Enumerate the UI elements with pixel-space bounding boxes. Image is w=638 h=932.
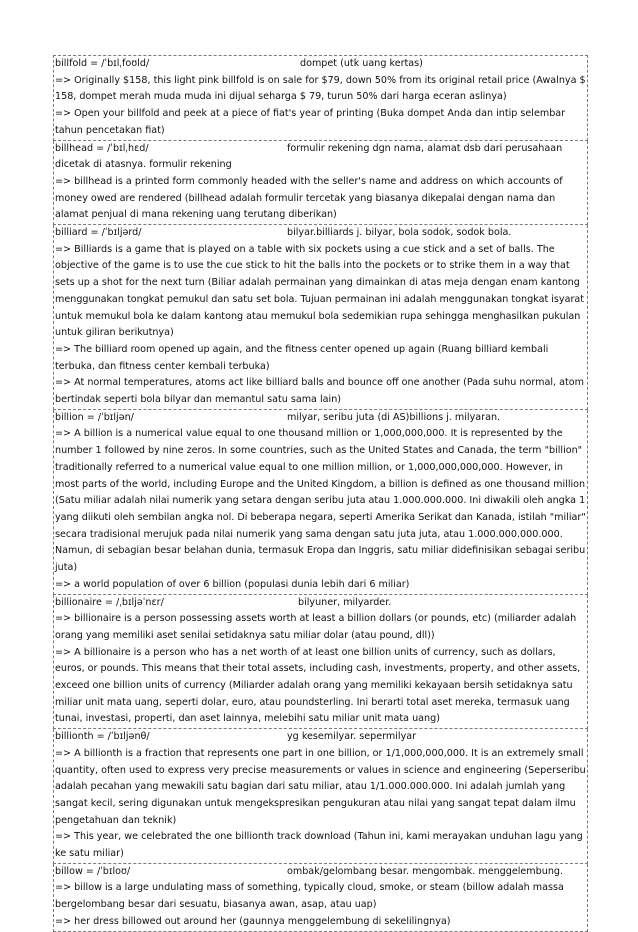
entry-gloss: bilyar.billiards j. bilyar, bola sodok, sodok bola. <box>287 227 512 239</box>
entry-term: billionth = /ˈbɪljənθ/ <box>55 731 150 743</box>
entry-headword-line <box>55 225 586 242</box>
dictionary-entry <box>53 595 588 730</box>
example-sentence: => A billion is a numerical value equal to one thousand million or 1,000,000,000. It is represented by the number 1 followed by nine zeros. In some countries, such as the United States and Canada, the term "billion" traditionally referred to a numerical value equal to one million million, or 1,000,000,000,000. However, in most parts of the world, including Europe and the United Kingdom, a billion is defined as one thousand million (Satu miliar adalah nilai numerik yang setara dengan seribu juta atau 1.000.000.000. Ini diwakili oleh angka 1 yang diikuti oleh sembilan angka nol. Di beberapa negara, seperti Amerika Serikat dan Kanada, istilah "miliar" secara tradisional merujuk pada nilai numerik yang sama dengan satu juta juta, atau 1.000.000.000.000. Namun, di sebagian besar belahan dunia, termasuk Eropa dan Inggris, satu miliar didefinisikan sebagai seribu juta) <box>55 428 586 574</box>
entry-gloss: yg kesemilyar. sepermilyar <box>287 731 417 743</box>
entry-list <box>53 55 588 932</box>
example-sentence: => This year, we celebrated the one billionth track download (Tahun ini, kami merayakan unduhan lagu yang ke satu miliar) <box>55 831 583 860</box>
entry-headword-line <box>55 56 586 73</box>
example-sentence: => Open your billfold and peek at a piece of fiat's year of printing (Buka dompet Anda dan intip selembar tahun pencetakan fiat) <box>55 108 566 136</box>
entry-gloss: milyar, seribu juta (di AS)billions j. milyaran. <box>287 411 501 423</box>
dictionary-entry <box>53 141 588 226</box>
example-sentence: => Originally $158, this light pink billfold is on sale for $79, down 50% from its original retail price (Awalnya $ 158, dompet merah muda muda ini dijual seharga $ 79, turun 50% dari harga eceran aslinya) <box>55 74 586 103</box>
example-sentence: => billhead is a printed form commonly headed with the seller's name and address on which accounts of money owed are rendered (billhead adalah formulir tercetak yang biasanya dikepalai dengan nama dan alamat penjual di mana rekening uang terutang diberikan) <box>55 175 563 221</box>
example-sentence: => billionaire is a person possessing assets worth at least a billion dollars (or pounds, etc) (miliarder adalah orang yang memiliki aset senilai setidaknya satu miliar dolar (atau pound, dll)) <box>55 613 577 641</box>
entry-term: billhead = /ˈbɪlˌhɛd/ <box>55 142 149 154</box>
example-sentence: => billow is a large undulating mass of something, typically cloud, smoke, or steam (billow adalah massa bergelombang besar dari sesuatu, biasanya awan, asap, atau uap) <box>55 882 564 911</box>
dictionary-entry <box>53 225 588 410</box>
dictionary-entry <box>53 410 588 595</box>
entry-gloss: bilyuner, milyarder. <box>298 596 392 608</box>
entry-term: billiard = /ˈbɪljərd/ <box>55 227 142 239</box>
dictionary-page <box>53 55 588 932</box>
entry-headword-line <box>55 410 586 427</box>
entry-term: billfold = /ˈbɪlˌfoʊld/ <box>55 58 150 69</box>
dictionary-entry <box>53 864 588 932</box>
example-sentence: => her dress billowed out around her (gaunnya menggelembung di sekelilingnya) <box>55 915 451 927</box>
example-sentence: => The billiard room opened up again, and the fitness center opened up again (Ruang billiard kembali terbuka, dan fitness center kembali terbuka) <box>55 343 549 372</box>
example-sentence: => At normal temperatures, atoms act like billiard balls and bounce off one another (Pada suhu normal, atom bertindak seperti bola bilyar dan memantul satu sama lain) <box>55 377 584 406</box>
entry-headword-line <box>55 729 586 746</box>
example-sentence: => A billionth is a fraction that represents one part in one billion, or 1/1,000,000,000. It is an extremely small quantity, often used to express very precise measurements or values in science and engineering (Seperseribu adalah pecahan yang mewakili satu bagian dari satu miliar, atau 1/1.000.000.000. Ini adalah jumlah yang sangat kecil, sering digunakan untuk mengekspresikan pengukuran atau nilai yang sangat tepat dalam ilmu pengetahuan dan teknik) <box>55 747 586 826</box>
entry-headword-line <box>55 141 586 174</box>
entry-term: billow = /ˈbɪloʊ/ <box>55 865 131 877</box>
example-sentence: => a world population of over 6 billion (populasi dunia lebih dari 6 miliar) <box>55 578 410 590</box>
entry-gloss: ombak/gelombang besar. mengombak. menggelembung. <box>287 865 564 877</box>
entry-headword-line <box>55 864 586 881</box>
entry-gloss: dompet (utk uang kertas) <box>300 58 423 69</box>
example-sentence: => A billionaire is a person who has a net worth of at least one billion units of currency, such as dollars, euros, or pounds. This means that their total assets, including cash, investments, property, and other assets, exceed one billion units of currency (Miliarder adalah orang yang memiliki kekayaan bersih setidaknya satu miliar unit mata uang, seperti dolar, euro, atau poundsterling. Ini berarti total aset mereka, termasuk uang tunai, investasi, properti, dan aset lainnya, melebihi satu miliar unit mata uang) <box>55 646 581 725</box>
example-sentence: => Billiards is a game that is played on a table with six pockets using a cue stick and a set of balls. The objective of the game is to use the cue stick to hit the balls into the pockets or to strike them in a way that sets up a shot for the next turn (Biliar adalah permainan yang dimainkan di atas meja dengan enam kantong menggunakan tongkat pemukul dan satu set bola. Tujuan permainan ini adalah menggunakan tongkat isyarat untuk memukul bola ke dalam kantong atau memukul bola sedemikian rupa sehingga menghasilkan pukulan untuk giliran berikutnya) <box>55 243 585 339</box>
entry-term: billion = /ˈbɪljən/ <box>55 411 134 423</box>
entry-headword-line <box>55 595 586 612</box>
entry-gloss: formulir rekening dgn nama, alamat dsb dari perusahaan dicetak di atasnya. formulir rekening <box>55 142 563 171</box>
dictionary-entry <box>53 55 588 141</box>
dictionary-entry <box>53 729 588 864</box>
entry-term: billionaire = /ˌbɪljəˈnɛr/ <box>55 596 164 608</box>
